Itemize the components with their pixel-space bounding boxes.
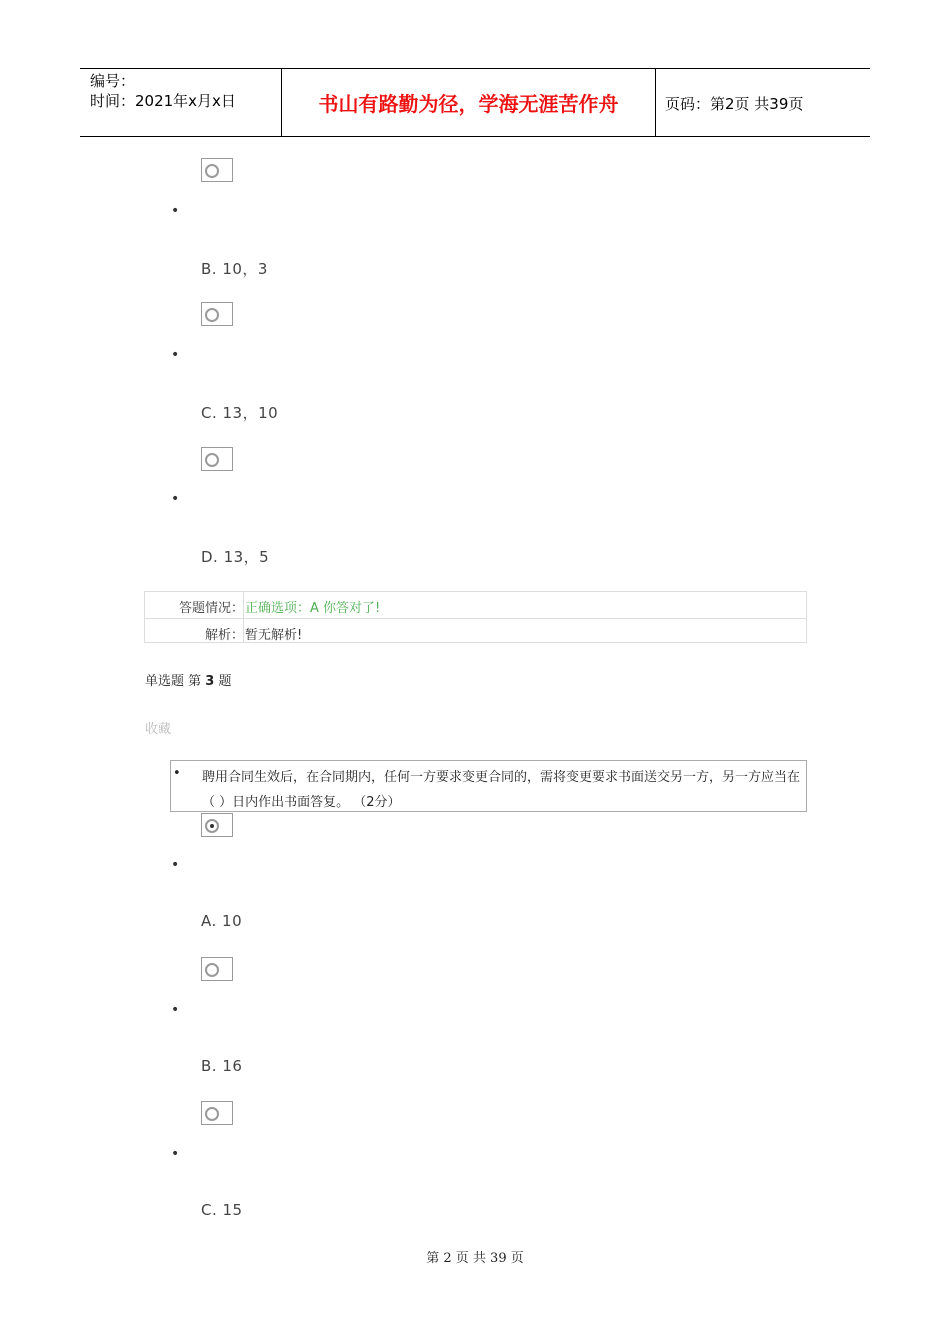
question-title: [145, 670, 231, 689]
option-label-q3-a: A. 10: [201, 912, 243, 930]
header-date-label: 时间：2021年x月x日: [90, 92, 236, 110]
answer-table: [144, 591, 807, 643]
favorite-link[interactable]: 收藏: [145, 722, 172, 737]
answer-analysis-label: 解析：: [204, 628, 244, 643]
option-radio-q3-a[interactable]: [201, 813, 233, 837]
page-footer: 第 2 页 共 39 页: [426, 1251, 524, 1266]
option-radio-q2-c[interactable]: [201, 447, 233, 471]
answer-analysis-value: 暂无解析!: [245, 628, 303, 643]
list-bullet: •: [171, 347, 180, 363]
radio-selected-icon: [205, 819, 219, 833]
header-motto: 书山有路勤为径，学海无涯苦作舟: [281, 69, 656, 136]
option-label-q2-c: C. 13，10: [201, 404, 279, 422]
answer-row-analysis: [145, 618, 806, 645]
list-bullet: •: [171, 857, 180, 873]
radio-circle-icon: [205, 1107, 219, 1121]
radio-circle-icon: [205, 308, 219, 322]
answer-row-status: [145, 592, 806, 618]
radio-circle-icon: [205, 164, 219, 178]
list-bullet: •: [171, 491, 180, 507]
question-text: 聘用合同生效后，在合同期内，任何一方要求变更合同的，需将变更要求书面送交另一方，另一方应当在（ ）日内作出书面答复。 （2分）: [202, 770, 801, 810]
option-radio-q3-b[interactable]: [201, 957, 233, 981]
option-radio-q2-a[interactable]: [201, 158, 233, 182]
list-bullet: •: [171, 203, 180, 219]
option-label-q3-c: C. 15: [201, 1201, 243, 1219]
option-label-q3-b: B. 16: [201, 1057, 243, 1075]
option-radio-q2-b[interactable]: [201, 302, 233, 326]
option-label-q2-b: B. 10，3: [201, 260, 268, 278]
list-bullet: •: [171, 1146, 180, 1162]
option-radio-q3-c[interactable]: [201, 1101, 233, 1125]
header-number-label: 编号：: [90, 72, 136, 90]
list-bullet: •: [173, 766, 181, 781]
option-label-q2-d: D. 13，5: [201, 548, 270, 566]
question-number: 3: [205, 674, 215, 689]
header-meta: [90, 71, 236, 111]
answer-status-value: 正确选项：A 你答对了!: [245, 601, 381, 616]
radio-circle-icon: [205, 453, 219, 467]
question-title-suffix: 题: [218, 674, 232, 689]
list-bullet: •: [171, 1002, 180, 1018]
radio-circle-icon: [205, 963, 219, 977]
header-page-label: 页码：第2页 共39页: [665, 95, 804, 113]
page-header: [80, 68, 870, 137]
answer-status-label: 答题情况：: [178, 601, 244, 616]
question-box: [170, 760, 807, 812]
question-title-prefix: 单选题 第: [145, 674, 202, 689]
